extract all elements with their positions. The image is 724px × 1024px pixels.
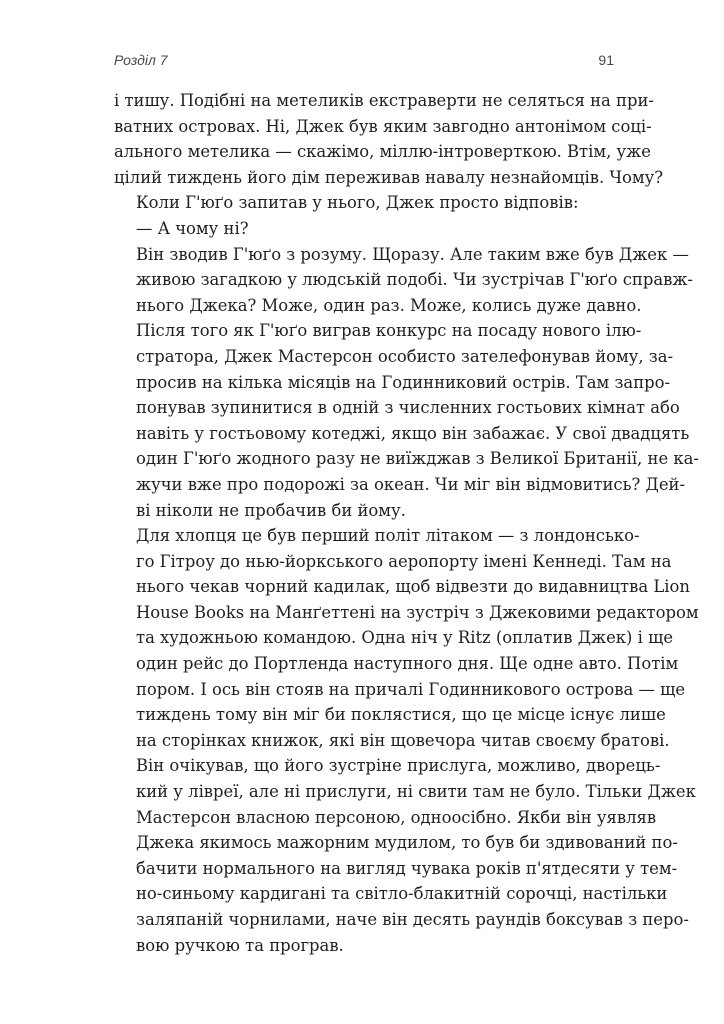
text-line: Після того як Г'юґо виграв конкурс на посаду нового ілю- (136, 321, 642, 341)
paragraph (114, 242, 693, 319)
body-text (114, 88, 699, 958)
text-line: живою загадкою у людській подобі. Чи зустрічав Г'юґо справж- (136, 270, 693, 290)
text-line: пором. І ось він стояв на причалі Годинникового острова — ще (136, 679, 686, 699)
paragraph (114, 753, 696, 958)
text-line: нього чекав чорний кадилак, щоб відвезти до видавництва Lion (136, 577, 690, 597)
text-line: бачити нормального на вигляд чувака років п'ятдесяти у тем- (136, 858, 678, 878)
text-line: один Г'юґо жодного разу не виїжджав з Великої Британії, не ка- (136, 449, 699, 469)
text-line: стратора, Джек Мастерсон особисто зателефонував йому, за- (136, 346, 674, 366)
paragraph (114, 190, 614, 216)
text-line: ватних островах. Ні, Джек був яким завгодно антонімом соці- (114, 116, 652, 136)
text-line: Він зводив Г'юґо з розуму. Щоразу. Але таким вже був Джек — (136, 244, 689, 264)
text-line: жучи вже про подорожі за океан. Чи міг він відмовитись? Дей- (136, 474, 686, 494)
text-line: та художньою командою. Одна ніч у Ritz (оплатив Джек) і ще (136, 628, 674, 648)
text-line: заляпаній чорнилами, наче він десять раундів боксував з перо- (136, 910, 689, 929)
text-line: Джека якимось мажорним мудилом, то був би здивований по- (136, 833, 678, 853)
text-line: Коли Г'юґо запитав у нього, Джек просто відповів: (136, 193, 579, 213)
chapter-title: Розділ 7 (114, 52, 168, 68)
paragraph (114, 216, 614, 242)
text-line: один рейс до Портленда наступного дня. Ще одне авто. Потім (136, 654, 679, 674)
paragraph (114, 523, 699, 753)
text-line: понував зупинитися в одній з численних гостьових кімнат або (136, 398, 680, 418)
text-line: Він очікував, що його зустріне прислуга, можливо, дворець- (136, 756, 661, 776)
text-line: на сторінках книжок, які він щовечора читав своєму братові. (136, 730, 670, 750)
paragraph (114, 88, 664, 190)
text-line: кий у лівреї, але ні прислуги, ні свити там не було. Тільки Джек (136, 782, 696, 802)
text-line: тиждень тому він міг би поклястися, що це місце існує лише (136, 705, 666, 725)
text-line: ві ніколи не пробачив би йому. (136, 500, 406, 520)
paragraph (114, 318, 699, 523)
text-line: і тишу. Подібні на метеликів екстраверти не селяться на при- (114, 91, 654, 110)
page-number: 91 (598, 52, 614, 68)
text-line: навіть у гостьовому котеджі, якщо він забажає. У свої двадцять (136, 423, 690, 443)
text-line: но-синьому кардигані та світло-блакитній сорочці, настільки (136, 884, 668, 904)
text-line: го Гітроу до нью-йоркського аеропорту імені Кеннеді. Там на (136, 551, 672, 571)
text-line: House Books на Манґеттені на зустріч з Джековими редактором (136, 602, 699, 622)
text-line: ального метелика — скажімо, міллю-інтроверткою. Втім, уже (114, 142, 651, 162)
text-line: Для хлопця це був перший політ літаком — з лондонсько- (136, 526, 640, 546)
text-line: нього Джека? Може, один раз. Може, колись дуже давно. (136, 295, 642, 315)
text-line: Мастерсон власною персоною, одноосібно. Якби він уявляв (136, 807, 657, 827)
text-line: вою ручкою та програв. (136, 935, 344, 955)
text-line: просив на кілька місяців на Годинниковий острів. Там запро- (136, 372, 671, 392)
running-header (114, 52, 614, 76)
text-line: цілий тиждень його дім переживав навалу незнайомців. Чому? (114, 167, 664, 187)
text-line: — А чому ні? (136, 218, 249, 238)
